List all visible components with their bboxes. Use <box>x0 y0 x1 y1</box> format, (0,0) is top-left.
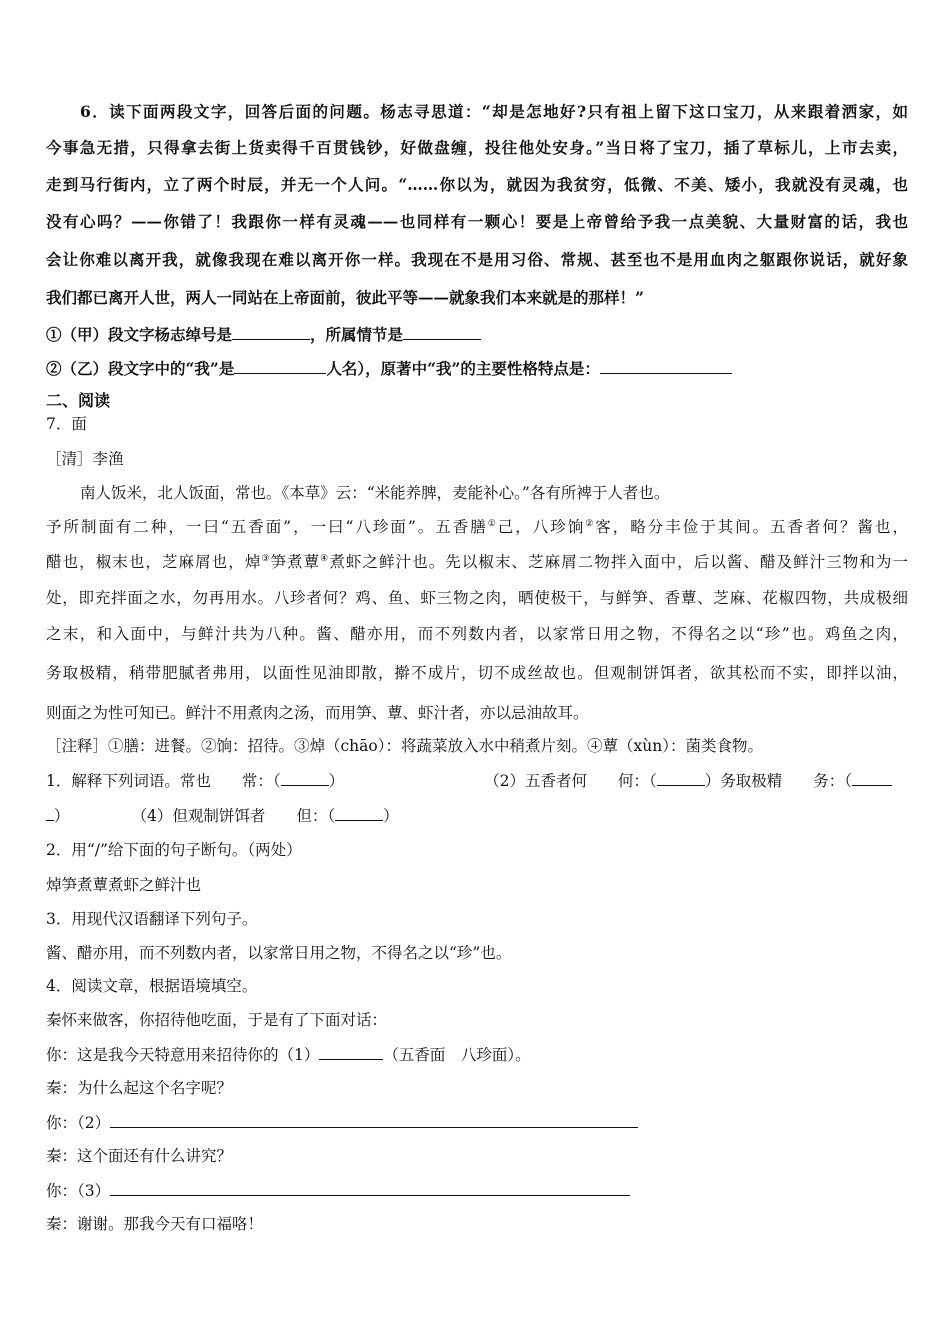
q6-line-1 <box>80 101 908 123</box>
q6-passage-line: 今事急无措，只得拿去街上货卖得千百贯钱钞，好做盘缠，投往他处安身。”当日将了宝刀，插了草标儿，上市去卖， <box>46 138 908 157</box>
footnote-marker: ② <box>585 518 596 529</box>
q7-text-line: 予所制面有二种，一曰“五香面”，一曰“八珍面”。五香膳①己，八珍饷②客，略分丰俭于其间。五香者何？酱也， <box>46 518 908 536</box>
q7-author: ［清］李渔 <box>46 450 124 468</box>
answer-blank[interactable] <box>110 1111 638 1128</box>
q7-question-4: 4．阅读文章，根据语境填空。 <box>46 977 258 995</box>
footnote-marker: ③ <box>261 553 271 564</box>
q7-question-1-cont: ） （4）但观制饼饵者 但：（ ） <box>46 804 908 827</box>
q6-sub1: ①（甲）段文字杨志绰号是 ，所属情节是 <box>46 323 908 346</box>
q7-text-line: 醋也，椒末也，芝麻屑也，焯③笋煮蕈④煮虾之鲜汁也。先以椒末、芝麻屑二物拌入面中，后以酱、醋及鲜汁三物和为一 <box>46 553 908 571</box>
q7-text-line: 务取极精，稍带肥腻者弗用，以面性见油即散，擀不成片，切不成丝故也。但观制饼饵者，欲其松而不实，即拌以油， <box>46 664 908 682</box>
answer-blank[interactable] <box>852 769 892 786</box>
q7-title: 7．面 <box>46 415 87 433</box>
q7-text-line: 则面之为性可知已。鲜汁不用煮肉之汤，而用笋、蕈、虾汁者，亦以忌油故耳。 <box>46 704 589 722</box>
answer-blank[interactable] <box>335 804 383 821</box>
answer-blank[interactable] <box>46 804 54 821</box>
answer-blank[interactable] <box>110 1179 630 1196</box>
footnote-marker: ④ <box>320 553 330 564</box>
dialogue-line: 秦：这个面还有什么讲究？ <box>46 1147 233 1165</box>
q7-text-line: 之末，和入面中，与鲜汁共为八种。酱、醋亦用，而不列数内者，以家常日用之物，不得名之以“珍”也。鸡鱼之肉， <box>46 625 908 643</box>
q6-passage-line: 会让你难以离开我，就像我现在难以离开你一样。我现在不是用习俗、常规、甚至也不是用血肉之躯跟你说话，就好象 <box>46 250 908 269</box>
q6-intro: 6．读下面两段文字，回答后面的问题。 <box>80 102 381 121</box>
answer-blank[interactable] <box>403 323 481 340</box>
q6-passage-line: 没有心吗？——你错了！我跟你一样有灵魂——也同样有一颗心！要是上帝曾给予我一点美貌、大量财富的话，我也 <box>46 212 908 231</box>
answer-blank[interactable] <box>657 769 705 786</box>
dialogue-line: 秦：为什么起这个名字呢？ <box>46 1079 233 1097</box>
answer-blank[interactable] <box>600 357 732 374</box>
q7-question-4-intro: 秦怀来做客，你招待他吃面，于是有了下面对话： <box>46 1011 388 1029</box>
q6-sub2: ②（乙）段文字中的“我”是 人名），原著中“我”的主要性格特点是： <box>46 357 908 380</box>
q7-question-1: 1．解释下列词语。常也 常：（ ） （2）五香者何 何：（ ）务取极精 务：（ <box>46 769 908 792</box>
dialogue-line: 你：这是我今天特意用来招待你的（1） （五香面 八珍面）。 <box>46 1043 908 1066</box>
q6-passage-line: 走到马行街内，立了两个时辰，并无一个人问。“……你以为，就因为我贫穷，低微、不美、矮小，我就没有灵魂，也 <box>46 175 908 194</box>
q7-text-line: 处，即充拌面之水，勿再用水。八珍者何？鸡、鱼、虾三物之肉，晒使极干，与鲜笋、香蕈、芝麻、花椒四物，共成极细 <box>46 589 908 607</box>
q7-question-2: 2．用“/”给下面的句子断句。（两处） <box>46 841 302 859</box>
q7-question-3: 3．用现代汉语翻译下列句子。 <box>46 910 258 928</box>
dialogue-line: 你：（3） <box>46 1179 908 1202</box>
section-heading: 二、阅读 <box>46 391 111 410</box>
answer-blank[interactable] <box>232 323 310 340</box>
q6-passage-line: 杨志寻思道：“却是怎地好?只有祖上留下这口宝刀，从来跟着洒家，如 <box>380 102 908 121</box>
q7-text-line: 南人饭米，北人饭面，常也。《本草》云：“米能养脾，麦能补心。”各有所裨于人者也。 <box>80 484 670 502</box>
q7-question-3-sentence: 酱、醋亦用，而不列数内者，以家常日用之物，不得名之以“珍”也。 <box>46 944 512 962</box>
answer-blank[interactable] <box>319 1043 383 1060</box>
q7-note: ［注释］①膳：进餐。②饷：招待。③焯（chāo）：将蔬菜放入水中稍煮片刻。④蕈（xùn）：菌类食物。 <box>46 737 763 755</box>
q7-question-2-sentence: 焯笋煮蕈煮虾之鲜汁也 <box>46 876 202 894</box>
q6-passage-line: 我们都已离开人世，两人一同站在上帝面前，彼此平等——就象我们本来就是的那样！” <box>46 288 644 307</box>
footnote-marker: ① <box>487 518 498 529</box>
answer-blank[interactable] <box>281 769 329 786</box>
answer-blank[interactable] <box>234 357 326 374</box>
dialogue-line: 秦：谢谢。那我今天有口福咯！ <box>46 1215 264 1233</box>
dialogue-line: 你：（2） <box>46 1111 908 1134</box>
